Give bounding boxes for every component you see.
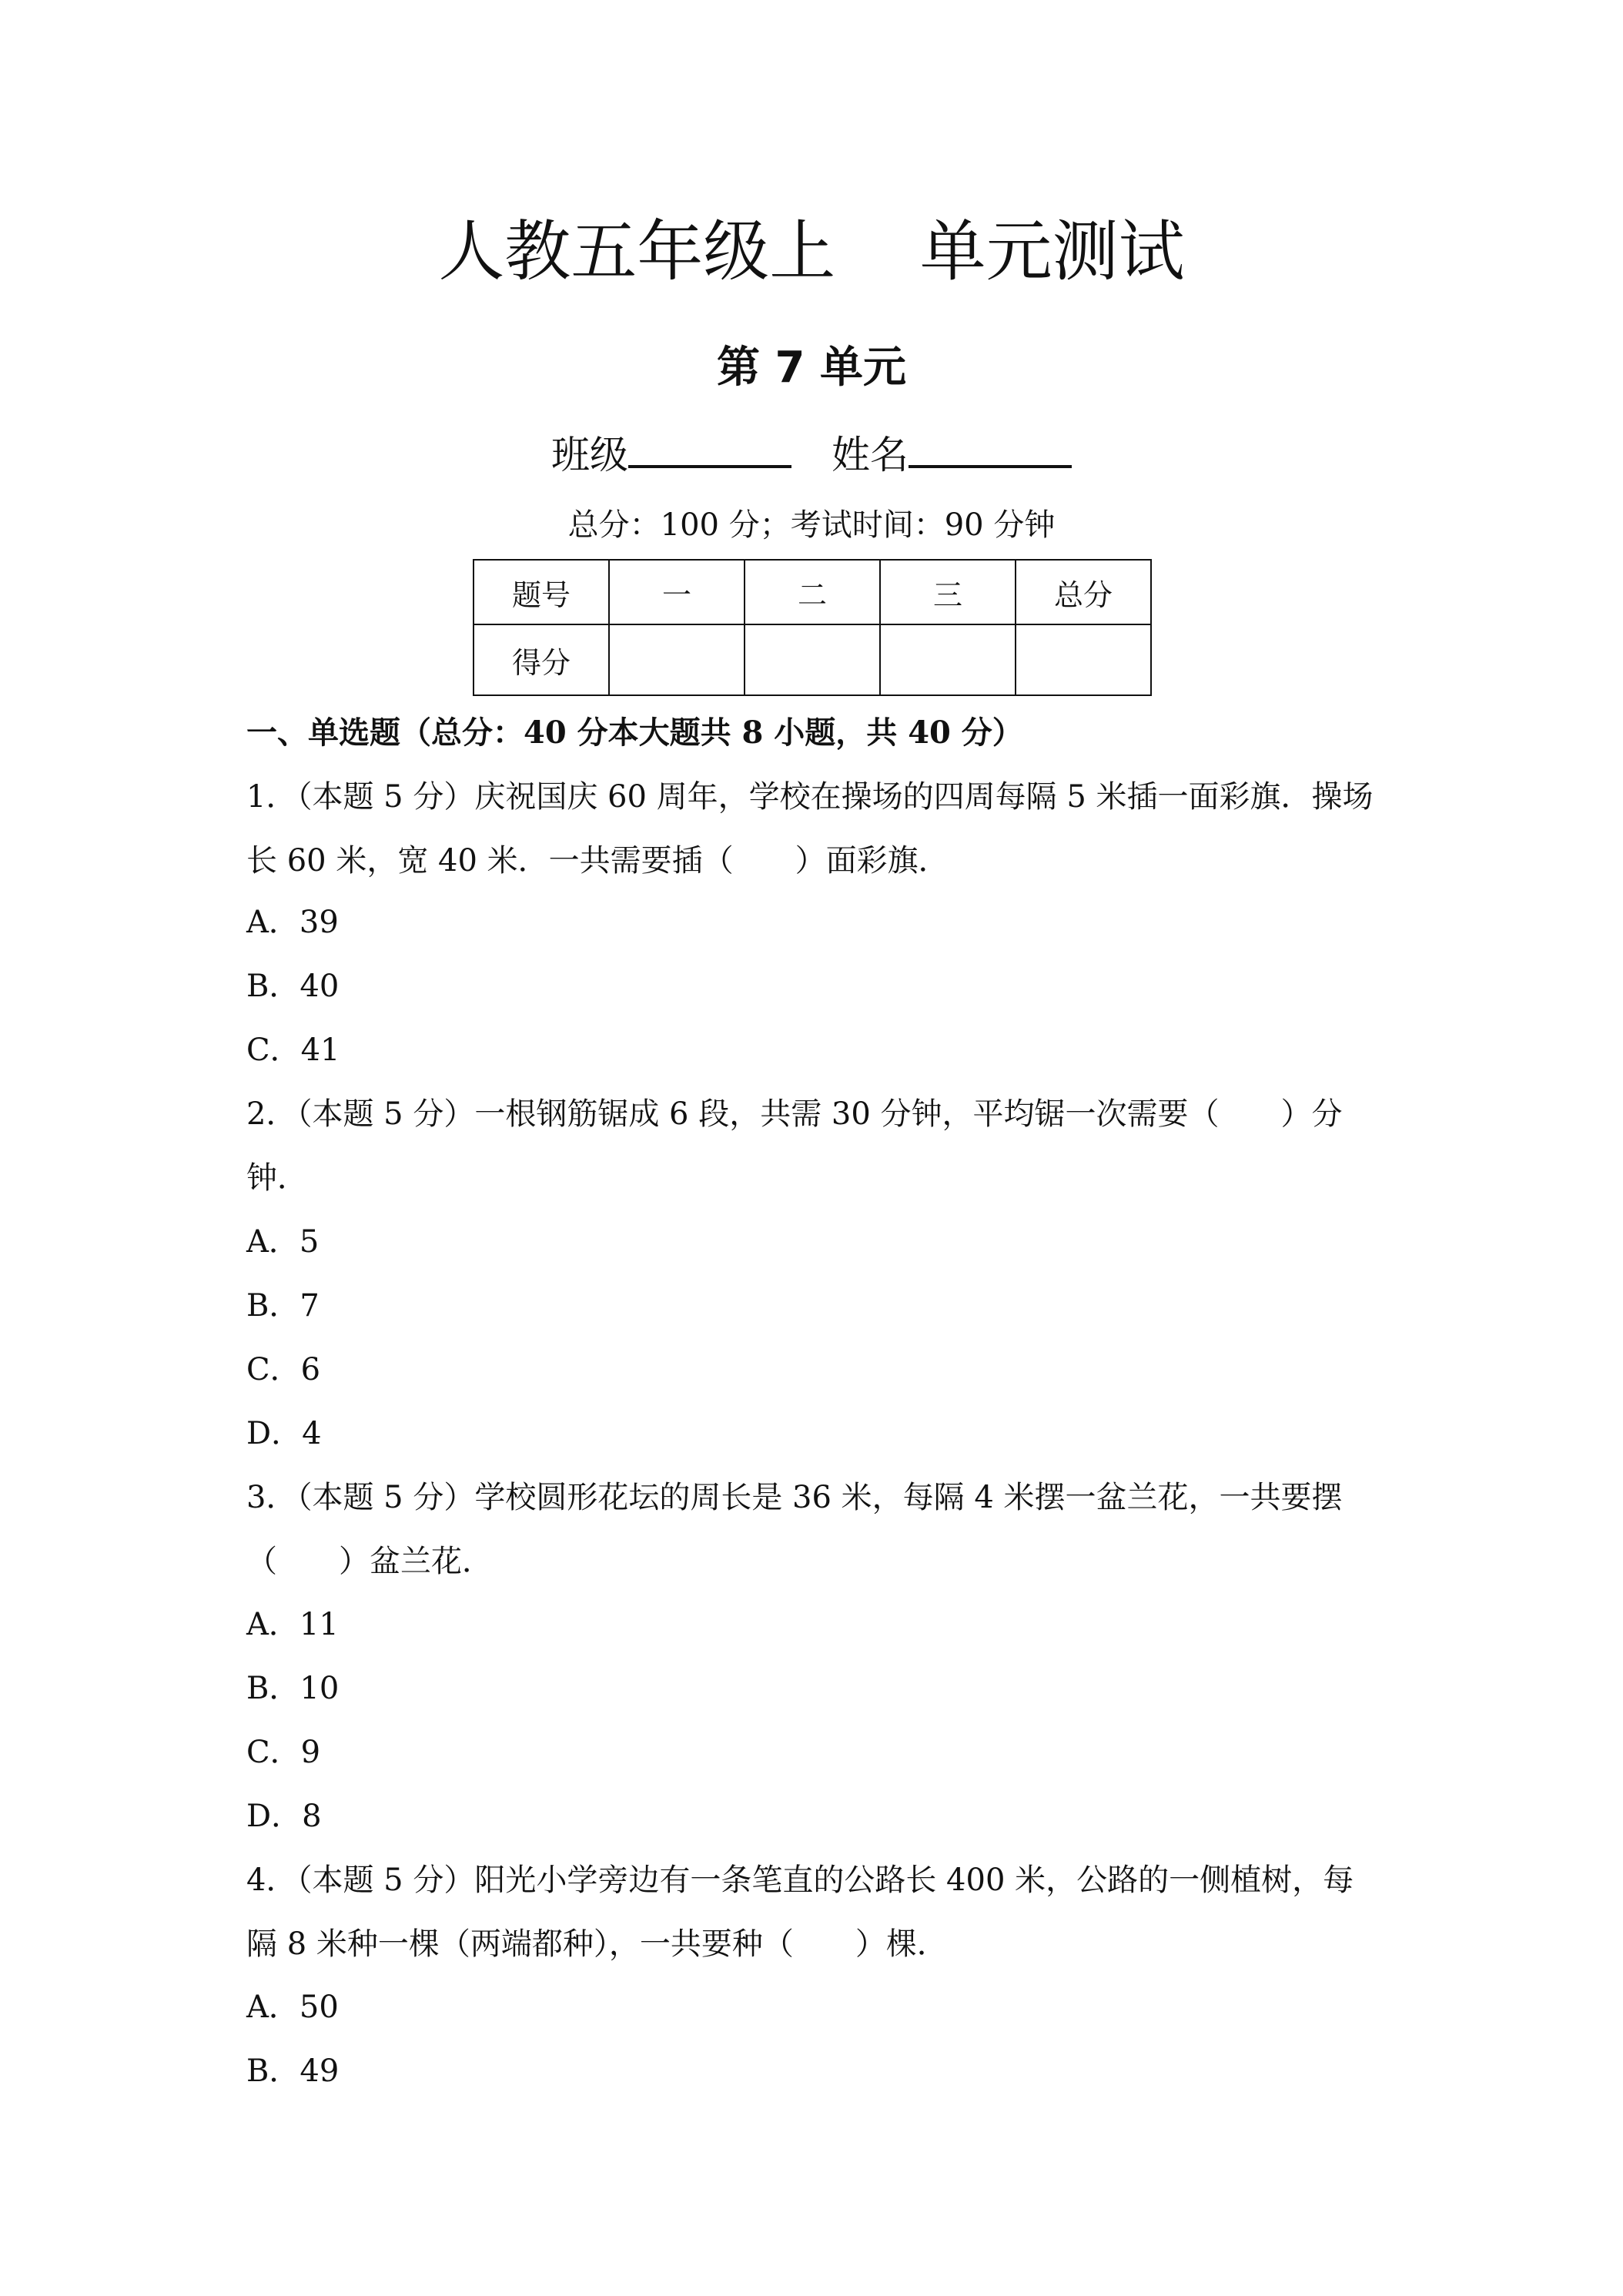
student-info-row bbox=[0, 425, 1623, 482]
score-cell[interactable] bbox=[745, 624, 880, 695]
question-1-text: 1．（本题 5 分）庆祝国庆 60 周年，学校在操场的四周每隔 5 米插一面彩旗．操场长 60 米，宽 40 米．一共需要插（ ）面彩旗． bbox=[246, 779, 1374, 879]
score-header-cell: 总分 bbox=[1016, 560, 1151, 624]
question-3-option-d: D．8 bbox=[246, 1799, 322, 1834]
question-2-option-d: D．4 bbox=[246, 1416, 322, 1451]
question-1-option-c: C．41 bbox=[246, 1033, 340, 1068]
score-header-cell: 题号 bbox=[474, 560, 609, 624]
page-title: 人教五年级上 单元测试 bbox=[438, 213, 1185, 290]
name-blank[interactable] bbox=[909, 425, 1072, 468]
score-row-label: 得分 bbox=[474, 624, 609, 695]
score-header-cell: 二 bbox=[745, 560, 880, 624]
unit-subtitle: 第 7 单元 bbox=[717, 343, 906, 393]
question-4-option-a: A．50 bbox=[246, 1990, 339, 2025]
question-4-text: 4．（本题 5 分）阳光小学旁边有一条笔直的公路长 400 米，公路的一侧植树，每隔 8 米种一棵（两端都种），一共要种（ ）棵． bbox=[246, 1863, 1354, 1962]
section-title: 一、单选题（总分：40 分本大题共 8 小题，共 40 分） bbox=[246, 715, 1023, 751]
score-table bbox=[473, 559, 1152, 696]
question-2-option-b: B．7 bbox=[246, 1288, 320, 1324]
question-3-option-a: A．11 bbox=[246, 1607, 339, 1642]
score-cell[interactable] bbox=[880, 624, 1016, 695]
question-3-option-c: C．9 bbox=[246, 1735, 321, 1770]
score-header-cell: 一 bbox=[609, 560, 745, 624]
question-2-text: 2．（本题 5 分）一根钢筋锯成 6 段，共需 30 分钟，平均锯一次需要（ ）分钟． bbox=[246, 1096, 1343, 1196]
exam-info: 总分：100 分；考试时间：90 分钟 bbox=[567, 507, 1056, 543]
score-table-header-row bbox=[474, 560, 1151, 624]
question-1-option-b: B．40 bbox=[246, 969, 340, 1004]
question-4-option-b: B．49 bbox=[246, 2053, 340, 2089]
question-1-option-a: A．39 bbox=[246, 905, 339, 940]
question-3-text: 3．（本题 5 分）学校圆形花坛的周长是 36 米，每隔 4 米摆一盆兰花，一共要摆（ ）盆兰花． bbox=[246, 1480, 1343, 1579]
score-cell[interactable] bbox=[1016, 624, 1151, 695]
question-2-option-a: A．5 bbox=[246, 1224, 320, 1260]
name-label: 姓名 bbox=[832, 433, 909, 477]
class-blank[interactable] bbox=[628, 425, 791, 468]
score-header-cell: 三 bbox=[880, 560, 1016, 624]
question-2-option-c: C．6 bbox=[246, 1352, 321, 1387]
score-table-score-row bbox=[474, 624, 1151, 695]
class-label: 班级 bbox=[551, 433, 628, 477]
question-3-option-b: B．10 bbox=[246, 1671, 340, 1706]
score-cell[interactable] bbox=[609, 624, 745, 695]
